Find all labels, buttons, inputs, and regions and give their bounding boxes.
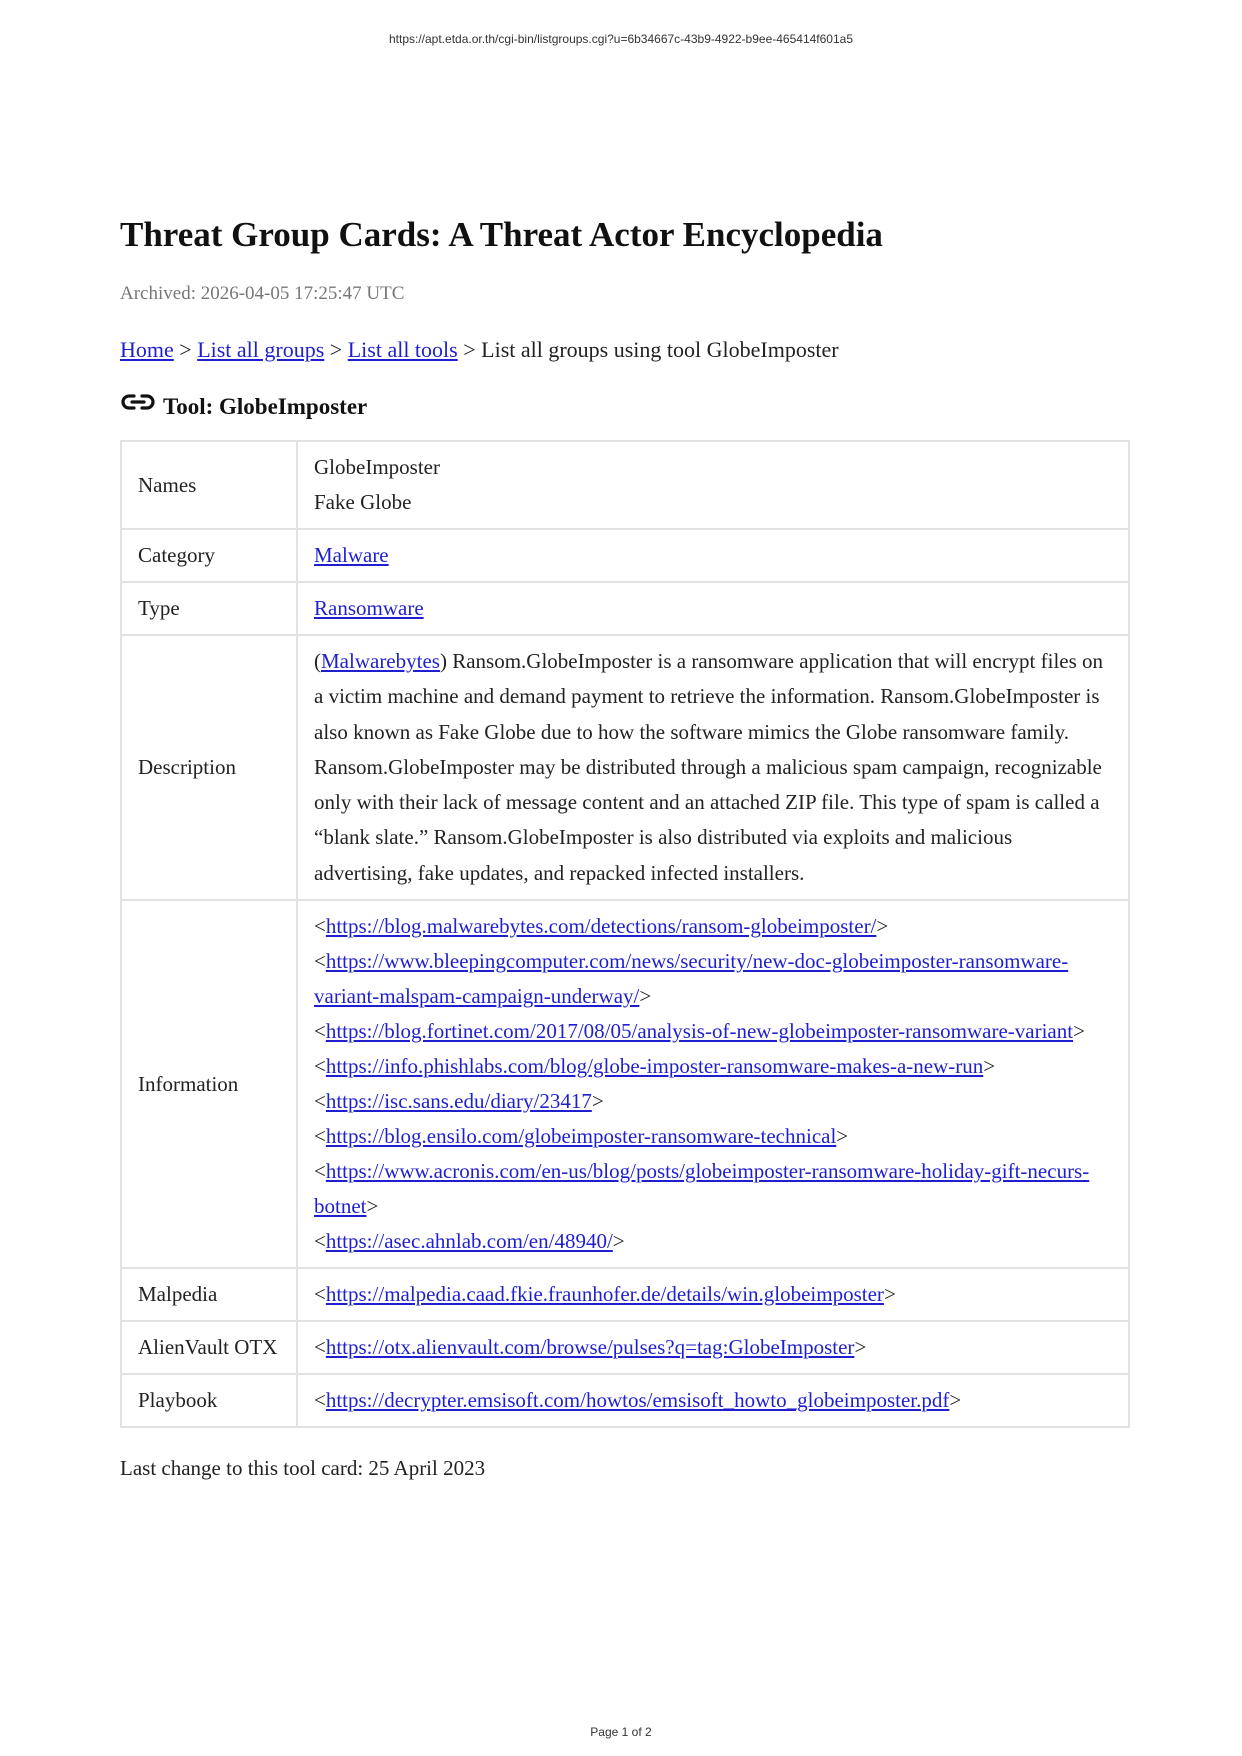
info-link[interactable]: https://blog.malwarebytes.com/detections/ransom-globeimposter/	[325, 914, 877, 939]
breadcrumb-home-link[interactable]: Home	[120, 337, 174, 362]
table-row: AlienVault OTX <https://otx.alienvault.com/browse/pulses?q=tag:GlobeImposter>	[121, 1321, 1129, 1374]
breadcrumb-tools-link[interactable]: List all tools	[347, 337, 458, 362]
information-label: Information	[121, 900, 297, 1268]
info-item: <https://asec.ahnlab.com/en/48940/>	[314, 1229, 625, 1254]
page-title: Threat Group Cards: A Threat Actor Encyclopedia	[120, 215, 883, 254]
page-number-footer: Page 1 of 2	[590, 1725, 652, 1739]
breadcrumb-separator: >	[463, 337, 476, 362]
info-item: <https://www.acronis.com/en-us/blog/posts/globeimposter-ransomware-holiday-gift-necurs-botnet>	[314, 1159, 1090, 1219]
tool-heading	[120, 394, 1130, 420]
table-row	[121, 529, 1129, 582]
description-open-paren: (	[314, 649, 321, 673]
last-change-note: Last change to this tool card: 25 April 2023	[120, 1456, 486, 1481]
breadcrumb-separator: >	[329, 337, 343, 362]
playbook-label: Playbook	[121, 1374, 297, 1427]
breadcrumb-separator: >	[179, 337, 192, 362]
type-label: Type	[121, 582, 297, 635]
table-row: Malpedia <https://malpedia.caad.fkie.fraunhofer.de/details/win.globeimposter>	[121, 1268, 1129, 1321]
information-value	[297, 900, 1129, 1268]
names-label: Names	[121, 441, 297, 529]
info-link[interactable]: https://www.acronis.com/en-us/blog/posts/globeimposter-ransomware-holiday-gift-necurs-botnet	[314, 1159, 1090, 1219]
info-link[interactable]: https://isc.sans.edu/diary/23417	[325, 1089, 592, 1114]
info-item: <https://www.bleepingcomputer.com/news/security/new-doc-globeimposter-ransomware-variant-malspam-campaign-underway/>	[314, 949, 1069, 1009]
table-row: Playbook <https://decrypter.emsisoft.com/howtos/emsisoft_howto_globeimposter.pdf>	[121, 1374, 1129, 1427]
description-source-link[interactable]: Malwarebytes	[321, 649, 440, 673]
category-link[interactable]: Malware	[314, 543, 389, 567]
info-link[interactable]: https://asec.ahnlab.com/en/48940/	[325, 1229, 613, 1254]
table-row	[121, 900, 1129, 1268]
info-item: <https://isc.sans.edu/diary/23417>	[314, 1089, 604, 1114]
info-item: <https://blog.fortinet.com/2017/08/05/analysis-of-new-globeimposter-ransomware-variant>	[314, 1019, 1085, 1044]
malpedia-label: Malpedia	[121, 1268, 297, 1321]
name-item: GlobeImposter	[314, 455, 440, 479]
info-link[interactable]: https://www.bleepingcomputer.com/news/security/new-doc-globeimposter-ransomware-variant-malspam-campaign-underway/	[314, 949, 1069, 1009]
names-value	[297, 441, 1129, 529]
table-row	[121, 635, 1129, 900]
breadcrumb-current: List all groups using tool GlobeImposter	[481, 337, 839, 362]
info-item: <https://blog.malwarebytes.com/detections/ransom-globeimposter/>	[314, 914, 889, 939]
print-url-header: https://apt.etda.or.th/cgi-bin/listgroups.cgi?u=6b34667c-43b9-4922-b9ee-465414f601a5	[388, 32, 853, 46]
description-value	[297, 635, 1129, 900]
playbook-link[interactable]: https://decrypter.emsisoft.com/howtos/emsisoft_howto_globeimposter.pdf	[325, 1388, 950, 1413]
info-item: <https://info.phishlabs.com/blog/globe-imposter-ransomware-makes-a-new-run>	[314, 1054, 996, 1079]
otx-label: AlienVault OTX	[121, 1321, 297, 1374]
description-text: ) Ransom.GlobeImposter is a ransomware application that will encrypt files on a victim machine and demand payment to retrieve the information. Ransom.GlobeImposter is also known as Fake Globe due to how the software mimics the Globe ransomware family. Ransom.GlobeImposter may be distributed through a malicious spam campaign, recognizable only with their lack of message content and an attached ZIP file. This type of spam is called a “blank slate.” Ransom.GlobeImposter is also distributed via exploits and malicious advertising, fake updates, and repacked infected installers.	[314, 649, 1104, 885]
info-item: <https://blog.ensilo.com/globeimposter-ransomware-technical>	[314, 1124, 849, 1149]
archived-timestamp: Archived: 2026-04-05 17:25:47 UTC	[120, 283, 405, 304]
link-icon	[120, 388, 156, 416]
main-content	[120, 212, 1130, 1481]
info-link[interactable]: https://blog.ensilo.com/globeimposter-ransomware-technical	[325, 1124, 837, 1149]
table-row	[121, 582, 1129, 635]
name-item: Fake Globe	[314, 490, 412, 514]
tool-card-table	[120, 440, 1130, 1428]
breadcrumb	[120, 336, 1130, 364]
category-label: Category	[121, 529, 297, 582]
description-label: Description	[121, 635, 297, 900]
otx-link[interactable]: https://otx.alienvault.com/browse/pulses?q=tag:GlobeImposter	[325, 1335, 855, 1360]
table-row	[121, 441, 1129, 529]
malpedia-link[interactable]: https://malpedia.caad.fkie.fraunhofer.de/details/win.globeimposter	[325, 1282, 884, 1307]
info-link[interactable]: https://info.phishlabs.com/blog/globe-imposter-ransomware-makes-a-new-run	[325, 1054, 984, 1079]
tool-heading-text: Tool: GlobeImposter	[163, 394, 368, 419]
info-link[interactable]: https://blog.fortinet.com/2017/08/05/analysis-of-new-globeimposter-ransomware-variant	[325, 1019, 1074, 1044]
type-link[interactable]: Ransomware	[314, 596, 424, 620]
breadcrumb-groups-link[interactable]: List all groups	[197, 337, 325, 362]
